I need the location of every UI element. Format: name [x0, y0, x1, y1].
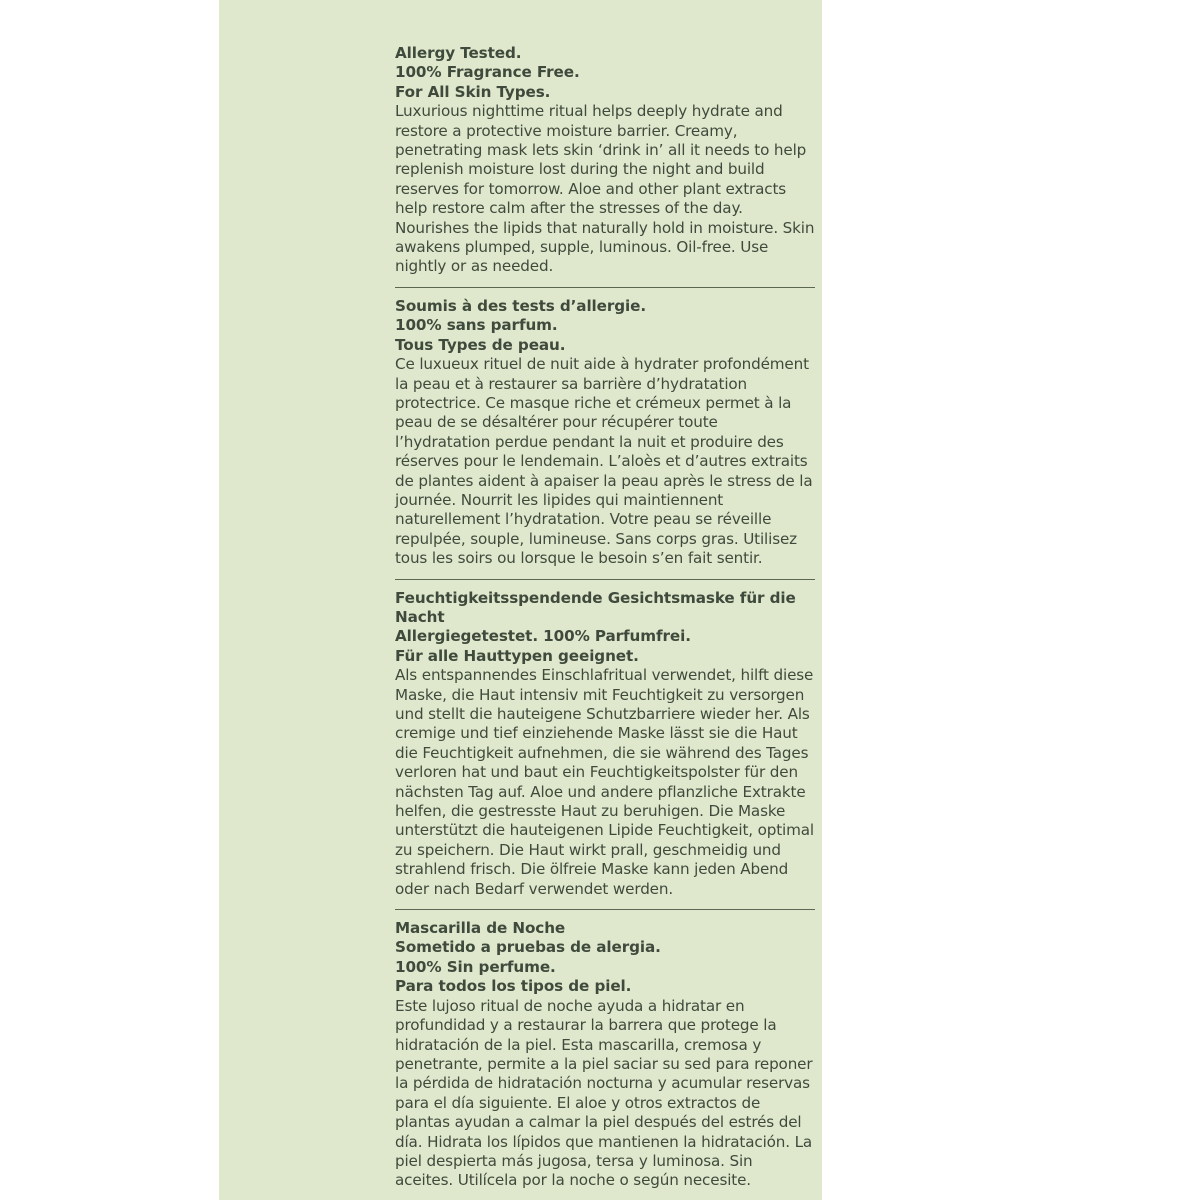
label-body-german: Als entspannendes Einschlafritual verwendet, hilft diese Maske, die Haut intensiv mit Feuchtigkeit zu versorgen und stellt die hauteigene Schutzbarriere wieder her. Als cremige und tief einziehende Maske lässt sie die Haut die Feuchtigkeit aufnehmen, die sie während des Tages verloren hat und baut ein Feuchtigkeitspolster für den nächsten Tag auf. Aloe und andere pflanzliche Extrakte helfen, die gestresste Haut zu beruhigen. Die Maske unterstützt die hauteigenen Lipide Feuchtigkeit, optimal zu speichern. Die Haut wirkt prall, geschmeidig und strahlend frisch. Die ölfreie Maske kann jeden Abend oder nach Bedarf verwendet werden.: [395, 666, 814, 898]
label-body-english: Luxurious nighttime ritual helps deeply hydrate and restore a protective moisture barrier. Creamy, penetrating mask lets skin ‘drink in’ all it needs to help replenish moisture lost during the night and build reserves for tomorrow. Aloe and other plant extracts help restore calm after the stresses of the day. Nourishes the lipids that naturally hold in moisture. Skin awakens plumped, supple, luminous. Oil-free. Use nightly or as needed.: [395, 102, 815, 276]
label-heading-spanish: Mascarilla de Noche Sometido a pruebas de alergia. 100% Sin perfume. Para todos los tipos de piel.: [395, 919, 661, 996]
label-heading-french: Soumis à des tests d’allergie. 100% sans parfum. Tous Types de peau.: [395, 296, 647, 354]
label-heading-english: Allergy Tested. 100% Fragrance Free. For All Skin Types.: [395, 44, 580, 101]
label-heading-german: Feuchtigkeitsspendende Gesichtsmaske für die Nacht Allergiegetestet. 100% Parfumfrei. Für alle Hauttypen geeignet.: [395, 588, 796, 665]
label-block-german: [395, 579, 815, 906]
label-block-french: [395, 287, 815, 575]
label-panel: [219, 0, 822, 1200]
label-body-spanish: Este lujoso ritual de noche ayuda a hidratar en profundidad y a restaurar la barrera que protege la hidratación de la piel. Esta mascarilla, cremosa y penetrante, permite a la piel saciar su sed para reponer la pérdida de hidratación nocturna y acumular reservas para el día siguiente. El aloe y otros extractos de plantas ayudan a calmar la piel después del estrés del día. Hidrata los lípidos que mantienen la hidratación. La piel despierta más jugosa, tersa y luminosa. Sin aceites. Utilícela por la noche o según necesite.: [395, 996, 813, 1190]
label-block-english: [395, 44, 815, 283]
label-block-spanish: [395, 909, 815, 1197]
label-text-column: [395, 44, 815, 1197]
label-body-french: Ce luxueux rituel de nuit aide à hydrater profondément la peau et à restaurer sa barrière d’hydratation protectrice. Ce masque riche et crémeux permet à la peau de se désaltérer pour récupérer toute l’hydratation perdue pendant la nuit et produire des réserves pour le lendemain. L’aloès et d’autres extraits de plantes aident à apaiser la peau après le stress de la journée. Nourrit les lipides qui maintiennent naturellement l’hydratation. Votre peau se réveille repulpée, souple, lumineuse. Sans corps gras. Utilisez tous les soirs ou lorsque le besoin s’en fait sentir.: [395, 355, 813, 568]
